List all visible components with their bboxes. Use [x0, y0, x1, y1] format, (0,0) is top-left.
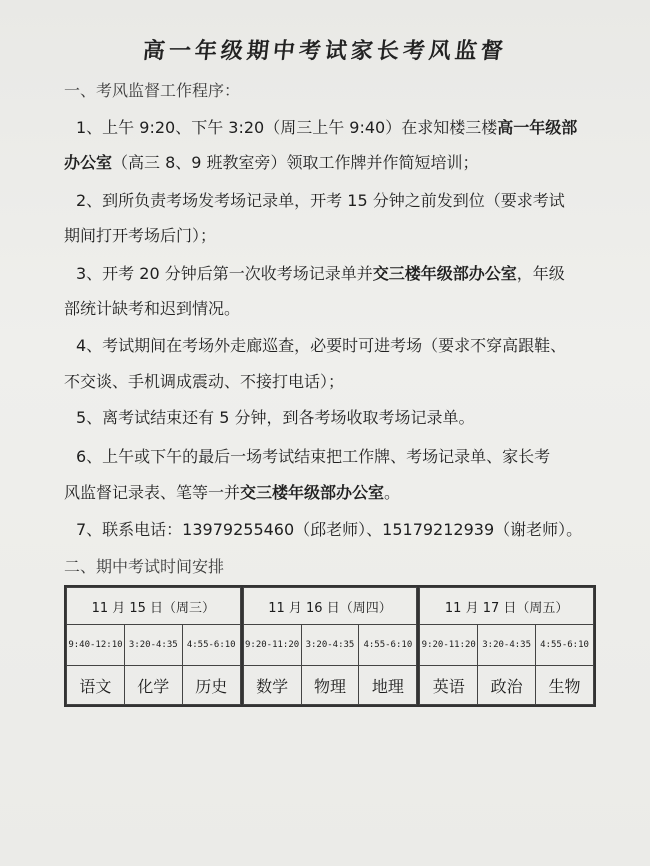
exam-subject: 地理: [359, 666, 417, 705]
procedure-item-2-line-1: 2、到所负责考场发考场记录单，开考 15 分钟之前发到位（要求考试: [76, 191, 565, 210]
exam-subject: 英语: [420, 666, 478, 705]
schedule-day-2: [242, 586, 419, 706]
procedure-item-4-line-1: 4、考试期间在考场外走廊巡查，必要时可进考场（要求不穿高跟鞋、: [76, 336, 567, 355]
day-date: 11 月 15 日（周三）: [67, 588, 241, 625]
exam-subject: 政治: [478, 666, 536, 705]
procedure-item-1-line-1: 1、上午 9:20、下午 3:20（周三上午 9:40）在求知楼三楼高一年级部: [76, 118, 578, 137]
schedule-day-1: [65, 586, 242, 706]
exam-time: 4:55-6:10: [536, 625, 594, 666]
procedure-item-5: 5、离考试结束还有 5 分钟，到各考场收取考场记录单。: [76, 408, 475, 427]
exam-time: 4:55-6:10: [182, 625, 240, 666]
procedure-item-6-line-1: 6、上午或下午的最后一场考试结束把工作牌、考场记录单、家长考: [76, 447, 551, 466]
procedure-item-1-line-2: 办公室（高三 8、9 班教室旁）领取工作牌并作简短培训；: [64, 153, 479, 172]
procedure-item-7-contacts: 7、联系电话：13979255460（邱老师）、15179212939（谢老师）。: [76, 520, 583, 539]
page-title: 高一年级期中考试家长考风监督: [141, 38, 509, 64]
exam-subject: 语文: [67, 666, 125, 705]
section1-heading: 一、考风监督工作程序：: [64, 81, 241, 100]
exam-subject: 物理: [301, 666, 359, 705]
day-date: 11 月 17 日（周五）: [420, 588, 594, 625]
section2-heading: 二、期中考试时间安排: [64, 557, 225, 576]
procedure-item-4-line-2: 不交谈、手机调成震动、不接打电话）；: [64, 372, 345, 391]
exam-time: 9:40-12:10: [67, 625, 125, 666]
exam-time: 9:20-11:20: [243, 625, 301, 666]
schedule-day-3: [418, 586, 595, 706]
exam-schedule-table: [64, 585, 596, 707]
day-date: 11 月 16 日（周四）: [243, 588, 417, 625]
procedure-item-3-line-2: 部统计缺考和迟到情况。: [64, 299, 241, 318]
exam-subject: 数学: [243, 666, 301, 705]
procedure-item-2-line-2: 期间打开考场后门）；: [64, 226, 217, 245]
exam-subject: 生物: [536, 666, 594, 705]
exam-subject: 化学: [124, 666, 182, 705]
exam-time: 4:55-6:10: [359, 625, 417, 666]
exam-time: 3:20-4:35: [301, 625, 359, 666]
exam-time: 3:20-4:35: [478, 625, 536, 666]
procedure-item-3-line-1: 3、开考 20 分钟后第一次收考场记录单并交三楼年级部办公室，年级: [76, 264, 565, 283]
exam-time: 3:20-4:35: [124, 625, 182, 666]
procedure-item-6-line-2: 风监督记录表、笔等一并交三楼年级部办公室。: [64, 483, 401, 502]
exam-subject: 历史: [182, 666, 240, 705]
exam-time: 9:20-11:20: [420, 625, 478, 666]
